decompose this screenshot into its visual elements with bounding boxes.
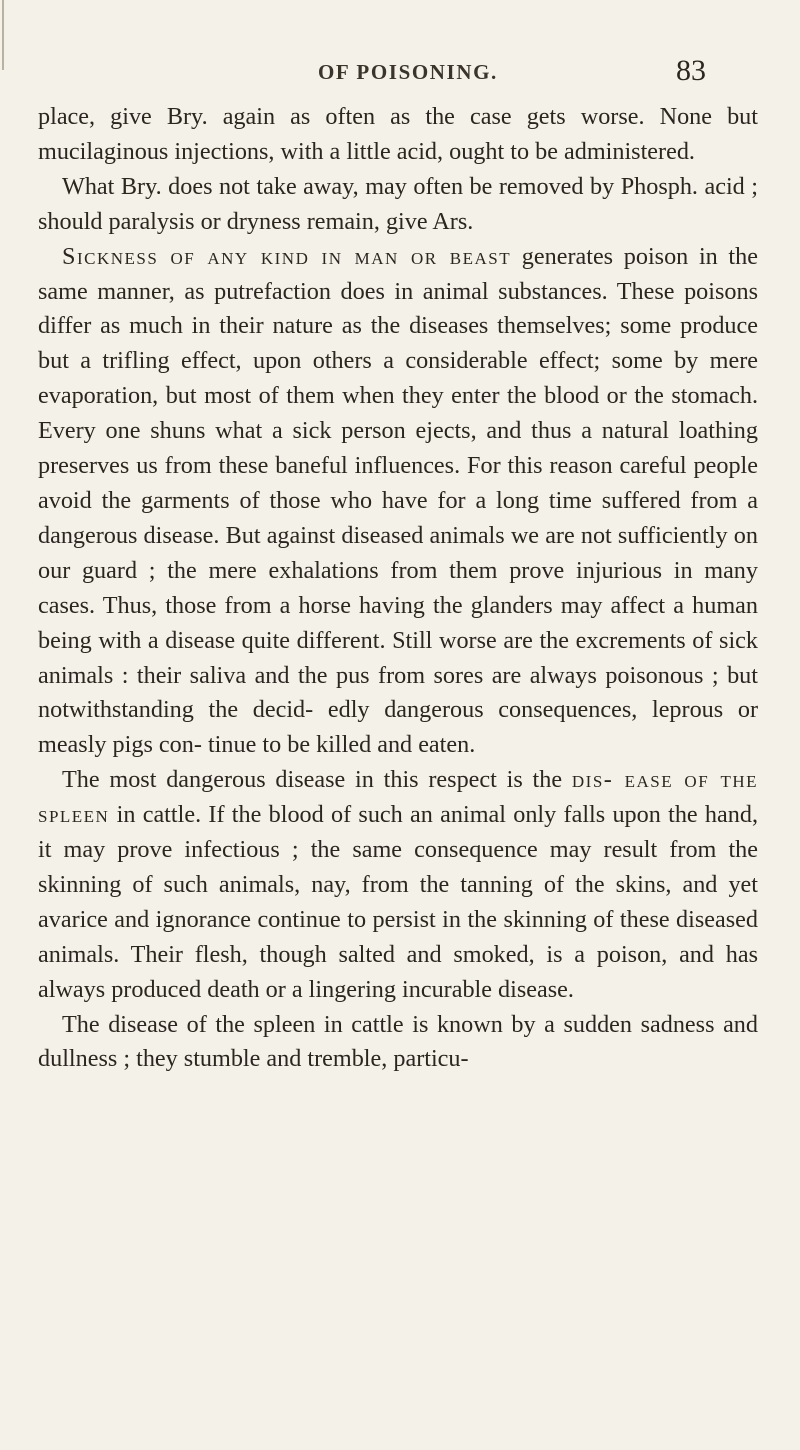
small-caps-heading-sickness: Sickness of any kind in man or beast — [62, 242, 512, 270]
page-number: 83 — [676, 54, 706, 87]
small-caps-disease-of-spleen: dis- ease of the spleen — [38, 766, 758, 829]
paragraph-spleen-disease — [38, 763, 758, 1007]
paragraph-spleen-text-after: in cattle. If the blood of such an animal only falls upon the hand, it may prove infectious ; the same consequence may result from the skinning of such animals, nay, from the tanning of the skins, and yet avarice and ignorance continue to persist in the skinning of these diseased animals. Their flesh, though salted and smoked, is a poison, and has always produced death or a lingering incurable disease. — [38, 801, 758, 1003]
paragraph-continuation: place, give Bry. again as often as the case gets worse. None but mucilaginous injections, with a little acid, ought to be administered. — [38, 103, 758, 165]
running-head: OF POISONING. — [318, 60, 498, 84]
body-text — [38, 100, 758, 1077]
paragraph-spleen-symptoms: The disease of the spleen in cattle is known by a sudden sadness and dullness ; they stumble and tremble, particu- — [38, 1010, 758, 1073]
page-header — [0, 54, 800, 94]
paragraph-sickness-text: generates poison in the same manner, as putrefaction does in animal substances. These poisons differ as much in their nature as the diseases themselves; some produce but a trifling effect, upon others a considerable effect; some by mere evaporation, but most of them when they enter the blood or the stomach. Every one shuns what a sick person ejects, and thus a natural loathing preserves us from these baneful influences. For this reason careful people avoid the garments of those who have for a long time suffered from a dangerous disease. But against diseased animals we are not sufficiently on our guard ; the mere exhalations from them prove injurious in many cases. Thus, those from a horse having the glanders may affect a human being with a disease quite different. Still worse are the excrements of sick animals : their saliva and the pus from sores are always poisonous ; but notwithstanding the decid- edly dangerous consequences, leprous or measly pigs con- tinue to be killed and eaten. — [38, 242, 758, 759]
paragraph-sickness — [38, 240, 758, 764]
paragraph-bry-phosph: What Bry. does not take away, may often be removed by Phosph. acid ; should paralysis or dryness remain, give Ars. — [38, 172, 758, 235]
paragraph-spleen-text-before: The most dangerous disease in this respect is the — [62, 766, 572, 794]
